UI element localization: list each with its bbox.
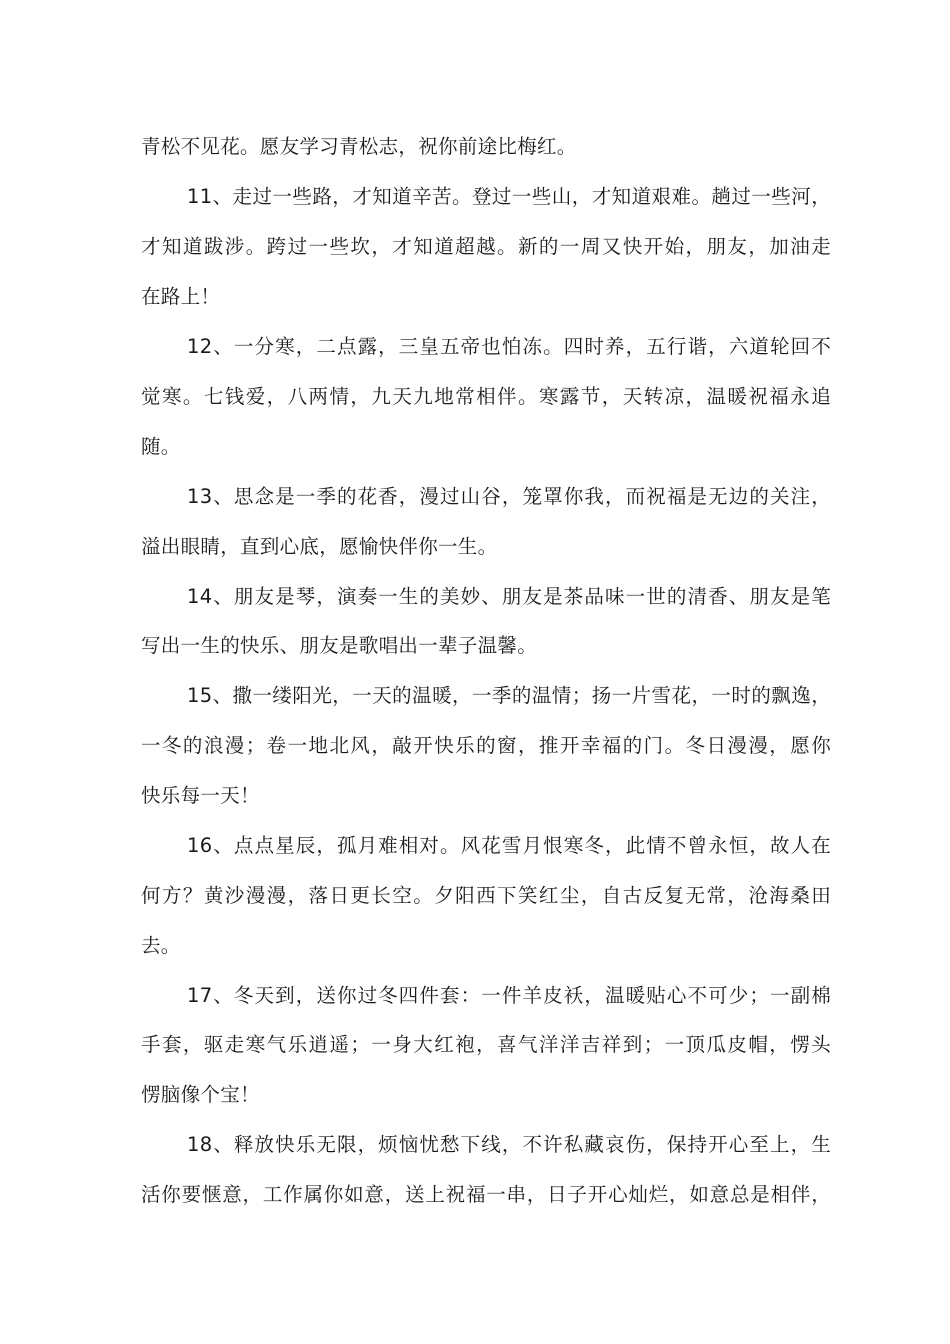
text-line: 青松不见花。愿友学习青松志，祝你前途比梅红。 — [141, 135, 577, 158]
paragraph-11-line-1: 11、走过一些路，才知道辛苦。登过一些山，才知道艰难。趟过一些河， — [187, 185, 831, 208]
paragraph-13-line-2: 溢出眼睛，直到心底，愿愉快伴你一生。 — [141, 535, 498, 558]
paragraph-16-line-1: 16、点点星辰，孤月难相对。风花雪月恨寒冬，此情不曾永恒，故人在 — [187, 834, 831, 857]
paragraph-17-line-2: 手套，驱走寒气乐逍遥；一身大红袍，喜气洋洋吉祥到；一顶瓜皮帽，愣头 — [141, 1033, 831, 1056]
paragraph-17-line-3: 愣脑像个宝！ — [141, 1083, 260, 1106]
paragraph-16-line-3: 去。 — [141, 934, 181, 957]
paragraph-15-line-3: 快乐每一天！ — [141, 784, 260, 807]
paragraph-15-line-1: 15、撒一缕阳光，一天的温暖，一季的温情；扬一片雪花，一时的飘逸， — [187, 684, 831, 707]
paragraph-12-line-3: 随。 — [141, 435, 181, 458]
paragraph-15-line-2: 一冬的浪漫；卷一地北风，敲开快乐的窗，推开幸福的门。冬日漫漫，愿你 — [141, 734, 831, 757]
paragraph-11-line-3: 在路上！ — [141, 285, 221, 308]
paragraph-14-line-1: 14、朋友是琴，演奏一生的美妙、朋友是茶品味一世的清香、朋友是笔 — [187, 585, 831, 608]
paragraph-12-line-1: 12、一分寒，二点露，三皇五帝也怕冻。四时养，五行谐，六道轮回不 — [187, 335, 831, 358]
paragraph-17-line-1: 17、冬天到，送你过冬四件套：一件羊皮袄，温暖贴心不可少；一副棉 — [187, 984, 831, 1007]
paragraph-13-line-1: 13、思念是一季的花香，漫过山谷，笼罩你我，而祝福是无边的关注， — [187, 485, 831, 508]
paragraph-14-line-2: 写出一生的快乐、朋友是歌唱出一辈子温馨。 — [141, 634, 538, 657]
paragraph-16-line-2: 何方？黄沙漫漫，落日更长空。夕阳西下笑红尘，自古反复无常，沧海桑田 — [141, 884, 831, 907]
paragraph-18-line-1: 18、释放快乐无限，烦恼忧愁下线，不许私藏哀伤，保持开心至上，生 — [187, 1133, 831, 1156]
paragraph-12-line-2: 觉寒。七钱爱，八两情，九天九地常相伴。寒露节，天转凉，温暖祝福永追 — [141, 385, 831, 408]
paragraph-11-line-2: 才知道跋涉。跨过一些坎，才知道超越。新的一周又快开始，朋友，加油走 — [141, 235, 831, 258]
paragraph-18-line-2: 活你要惬意，工作属你如意，送上祝福一串，日子开心灿烂，如意总是相伴， — [141, 1183, 831, 1206]
